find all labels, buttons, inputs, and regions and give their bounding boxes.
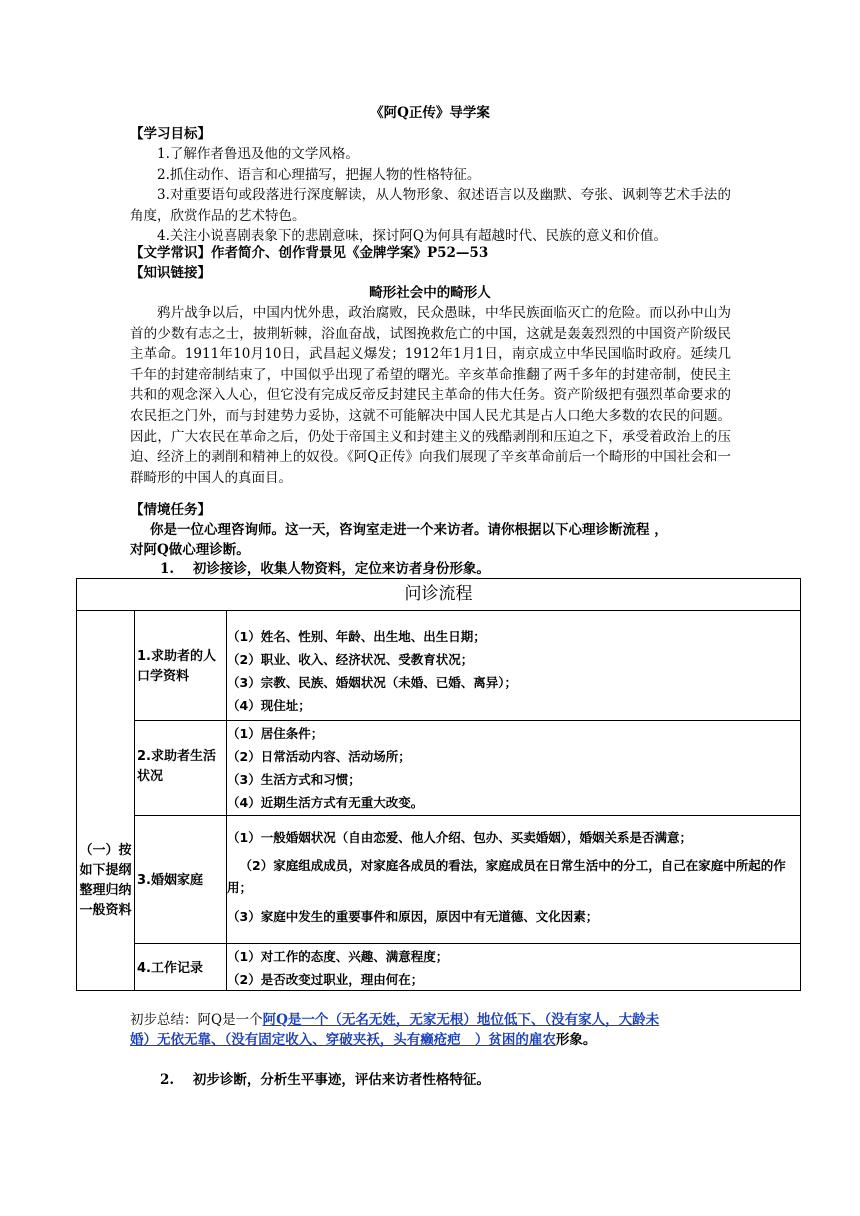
row-items-cell bbox=[227, 944, 800, 991]
row-label-cell bbox=[135, 721, 227, 815]
summary-line1 bbox=[130, 1010, 659, 1030]
task-step2: 2. 初步诊断，分析生平事迹，评估来访者性格特征。 bbox=[160, 1072, 490, 1088]
summary-suffix: 形象。 bbox=[555, 1032, 597, 1048]
row-label-cell bbox=[135, 611, 227, 720]
table-row bbox=[135, 611, 800, 721]
task-intro-line2: 对阿Q做心理诊断。 bbox=[130, 542, 250, 558]
row-label-cell bbox=[135, 816, 227, 943]
row-item: （1）对工作的态度、兴趣、满意程度； bbox=[227, 949, 449, 964]
row-label: 3.婚姻家庭 bbox=[137, 873, 203, 888]
row-items-cell bbox=[227, 611, 800, 720]
row-item: （1）居住条件； bbox=[227, 726, 324, 741]
row-label-cell bbox=[135, 944, 227, 991]
knowledge-paragraph: 鸦片战争以后，中国内忧外患，政治腐败，民众愚昧，中华民族面临灭亡的危险。而以孙中山为首的少数有志之士，披荆斩棘，浴血奋战，试图挽救危亡的中国，这就是轰轰烈烈的中国资产阶级民主革命。1911年10月10日，武昌起义爆发；1912年1月1日，南京成立中华民国临时政府。延续几千年的封建帝制结束了，中国似乎出现了希望的曙光。辛亥革命推翻了两千多年的封建帝制，使民主共和的观念深入人心，但它没有完成反帝反封建民主革命的伟大任务。资产阶级把有强烈革命要求的农民拒之门外，而与封建势力妥协，这就不可能解决中国人民尤其是占人口绝大多数的农民的问题。因此，广大农民在革命之后，仍处于帝国主义和封建主义的残酷剥削和压迫之下，承受着政治上的压迫、经济上的剥削和精神上的奴役。《阿Q正传》向我们展现了辛亥革命前后一个畸形的中国社会和一群畸形的中国人的真面目。 bbox=[130, 305, 731, 486]
page-title: 《阿Q正传》导学案 bbox=[370, 105, 490, 121]
summary-prefix: 初步总结：阿Q是一个 bbox=[130, 1012, 263, 1028]
task-heading: 【情境任务】 bbox=[130, 502, 211, 518]
summary-answer-line1[interactable]: 阿Q是一个（无名无姓，无家无根）地位低下、（没有家人，大龄未 bbox=[262, 1012, 660, 1028]
row-items-cell bbox=[227, 721, 800, 815]
objective-item: 3.对重要语句或段落进行深度解读，从人物形象、叙述语言以及幽默、夸张、讽刺等艺术手法的角度，欣赏作品的艺术特色。 bbox=[130, 187, 731, 224]
table-row bbox=[135, 944, 800, 991]
knowledge-subtitle: 畸形社会中的畸形人 bbox=[369, 285, 491, 301]
table-group-label: （一）按如下提纲整理归纳一般资料 bbox=[79, 843, 132, 918]
row-item: （2）职业、收入、经济状况、受教育状况； bbox=[227, 652, 474, 667]
table-group-cell bbox=[77, 611, 135, 991]
row-item: （3）家庭中发生的重要事件和原因，原因中有无道德、文化因素； bbox=[227, 909, 599, 924]
row-item: （4）现住址； bbox=[227, 698, 311, 713]
table-row bbox=[135, 721, 800, 816]
row-item: （1）一般婚姻状况（自由恋爱、他人介绍、包办、买卖婚姻），婚姻关系是否满意； bbox=[227, 830, 692, 845]
row-label: 1.求助者的人口学资料 bbox=[137, 649, 216, 684]
summary-line2 bbox=[130, 1030, 596, 1050]
objectives-list bbox=[130, 144, 731, 247]
row-item: （2）家庭组成成员，对家庭各成员的看法，家庭成员在日常生活中的分工，自己在家庭中所起的作用； bbox=[227, 858, 786, 895]
row-item: （3）生活方式和习惯； bbox=[227, 772, 361, 787]
summary-answer-line2[interactable]: 婚）无依无靠、（没有固定收入、穿破夹袄，头有癞疮疤 ）贫困的雇农 bbox=[130, 1032, 556, 1048]
table-header: 问诊流程 bbox=[77, 579, 800, 611]
row-label: 4.工作记录 bbox=[137, 961, 203, 976]
literary-heading: 【文学常识】作者简介、创作背景见《金牌学案》P52—53 bbox=[130, 245, 489, 261]
row-item: （2）日常活动内容、活动场所； bbox=[227, 749, 411, 764]
row-label: 2.求助者生活状况 bbox=[137, 749, 216, 784]
objective-item: 4.关注小说喜剧表象下的悲剧意味，探讨阿Q为何具有超越时代、民族的意义和价值。 bbox=[157, 228, 667, 245]
objective-item: 2.抓住动作、语言和心理描写，把握人物的性格特征。 bbox=[157, 166, 481, 183]
knowledge-heading: 【知识链接】 bbox=[130, 265, 211, 281]
row-items-cell bbox=[227, 816, 800, 943]
row-item: （3）宗教、民族、婚姻状况（未婚、已婚、离异）； bbox=[227, 675, 517, 690]
task-step1: 1. 初诊接诊，收集人物资料，定位来访者身份形象。 bbox=[160, 561, 490, 577]
table-row bbox=[135, 816, 800, 944]
row-item: （4）近期生活方式有无重大改变。 bbox=[227, 795, 424, 810]
diagnosis-table bbox=[76, 578, 801, 991]
objectives-heading: 【学习目标】 bbox=[130, 126, 211, 142]
objective-item: 1.了解作者鲁迅及他的文学风格。 bbox=[157, 146, 359, 162]
row-item: （1）姓名、性别、年龄、出生地、出生日期； bbox=[227, 629, 486, 644]
task-intro-line1: 你是一位心理咨询师。这一天，咨询室走进一个来访者。请你根据以下心理诊断流程 ， bbox=[150, 522, 668, 538]
row-item: （2）是否改变过职业，理由何在； bbox=[227, 972, 424, 987]
